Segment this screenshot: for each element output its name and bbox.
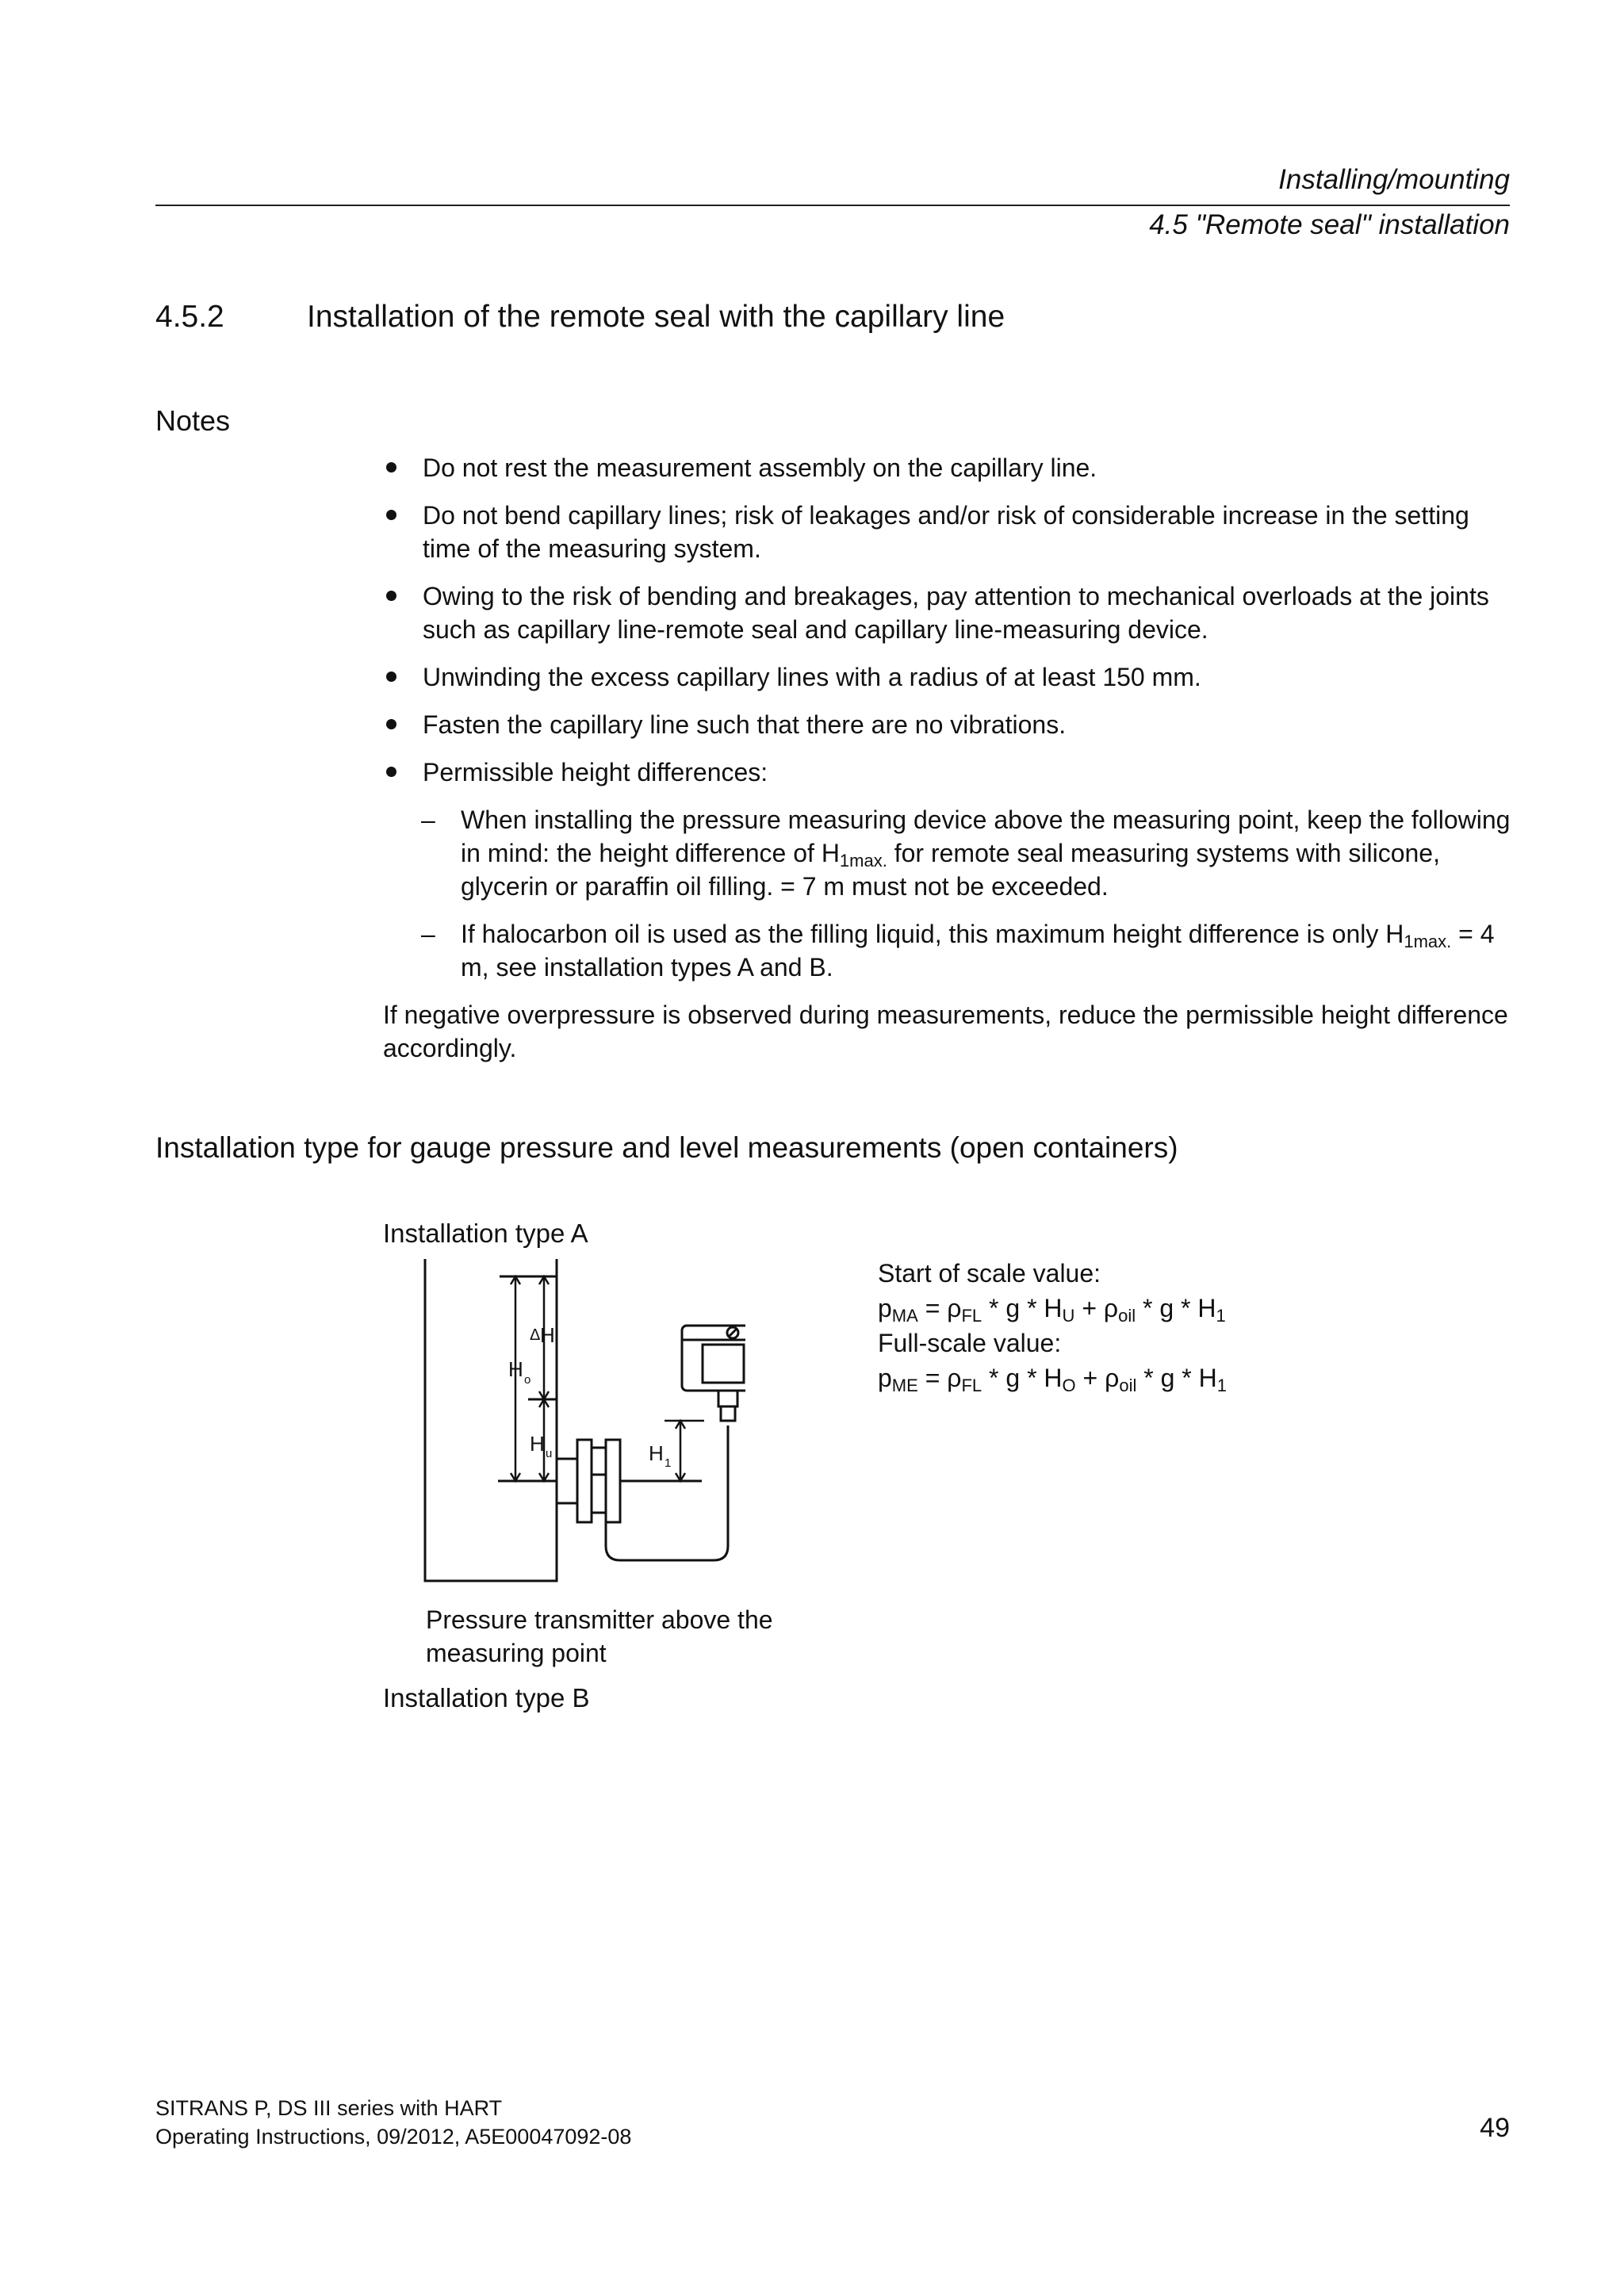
bullet-icon: [386, 672, 396, 682]
h-label: H: [540, 1323, 555, 1347]
list-item: Permissible height differences:: [383, 756, 1517, 789]
running-header-section: 4.5 "Remote seal" installation: [1149, 209, 1510, 240]
delta-label: Δ: [530, 1326, 541, 1344]
list-item: – When installing the pressure measuring device above the measuring point, keep the following in mind: the height difference of $H_{1max.}$ for remote seal measuring systems with silicone, glycerin or paraffin oil filling. = 7 m must not be exceeded.: [421, 803, 1517, 903]
dash-icon: –: [421, 920, 435, 948]
h-u-subscript: u: [546, 1447, 553, 1460]
list-item: – If halocarbon oil is used as the filling liquid, this maximum height difference is only $H_{1max.} = 4$ m, see installation types A and B.: [421, 917, 1517, 984]
section-number: 4.5.2: [155, 300, 224, 334]
list-item: Do not rest the measurement assembly on the capillary line.: [383, 451, 1517, 484]
footer-product: SITRANS P, DS III series with HART: [155, 2096, 503, 2120]
type-a-caption: Pressure transmitter above the measuring point: [426, 1605, 773, 1667]
footer-document: Operating Instructions, 09/2012, A5E00047092-08: [155, 2125, 632, 2149]
h-1-subscript: 1: [665, 1456, 672, 1470]
capillary-line: [606, 1425, 728, 1560]
full-scale-label: Full-scale value:: [878, 1329, 1062, 1357]
full-scale-formula: $p_{ME} = \rho_{FL} * g * H_O + \rho_{oil} * g * H_1$: [878, 1364, 1227, 1395]
pressure-transmitter-icon: [682, 1326, 745, 1421]
height-difference-sublist: [421, 803, 1517, 984]
type-a-label: Installation type A: [383, 1219, 588, 1248]
bullet-icon: [386, 462, 396, 473]
bullet-icon: [386, 719, 396, 729]
installation-heading: Installation type for gauge pressure and level measurements (open containers): [155, 1131, 1178, 1164]
section-title: Installation of the remote seal with the capillary line: [307, 300, 1005, 334]
bullet-icon: [386, 767, 396, 777]
list-item: Owing to the risk of bending and breakages, pay attention to mechanical overloads at the joints such as capillary line-remote seal and capillary line-measuring device.: [383, 580, 1517, 646]
start-of-scale-formula: $p_{MA} = \rho_{FL} * g * H_U + \rho_{oil} * g * H_1$: [878, 1294, 1226, 1326]
dash-icon: –: [421, 806, 435, 834]
list-item: Unwinding the excess capillary lines with a radius of at least 150 mm.: [383, 660, 1517, 694]
type-b-label: Installation type B: [383, 1683, 590, 1712]
notes-closing-paragraph: If negative overpressure is observed during measurements, reduce the permissible height difference accordingly.: [383, 1001, 1508, 1062]
formula-block: [878, 1256, 1227, 1395]
h-u-label: H: [530, 1432, 545, 1456]
container-tank: [425, 1259, 557, 1581]
notes-bullet-list: [383, 451, 1517, 789]
bullet-icon: [386, 510, 396, 520]
page-number: 49: [1480, 2113, 1510, 2143]
header-rule: [155, 205, 1510, 206]
installation-type-a-diagram: [412, 1253, 745, 1586]
notes-heading: Notes: [155, 404, 231, 437]
list-item: Fasten the capillary line such that there are no vibrations.: [383, 708, 1517, 741]
start-of-scale-label: Start of scale value:: [878, 1259, 1101, 1288]
notes-body: [383, 451, 1517, 1065]
running-header-chapter: Installing/mounting: [1278, 164, 1510, 195]
bullet-icon: [386, 591, 396, 601]
h-1-label: H: [649, 1441, 664, 1465]
h-o-label: H: [508, 1357, 523, 1381]
list-item: Do not bend capillary lines; risk of leakages and/or risk of considerable increase in the setting time of the measuring system.: [383, 499, 1517, 565]
h-o-subscript: o: [524, 1373, 531, 1387]
